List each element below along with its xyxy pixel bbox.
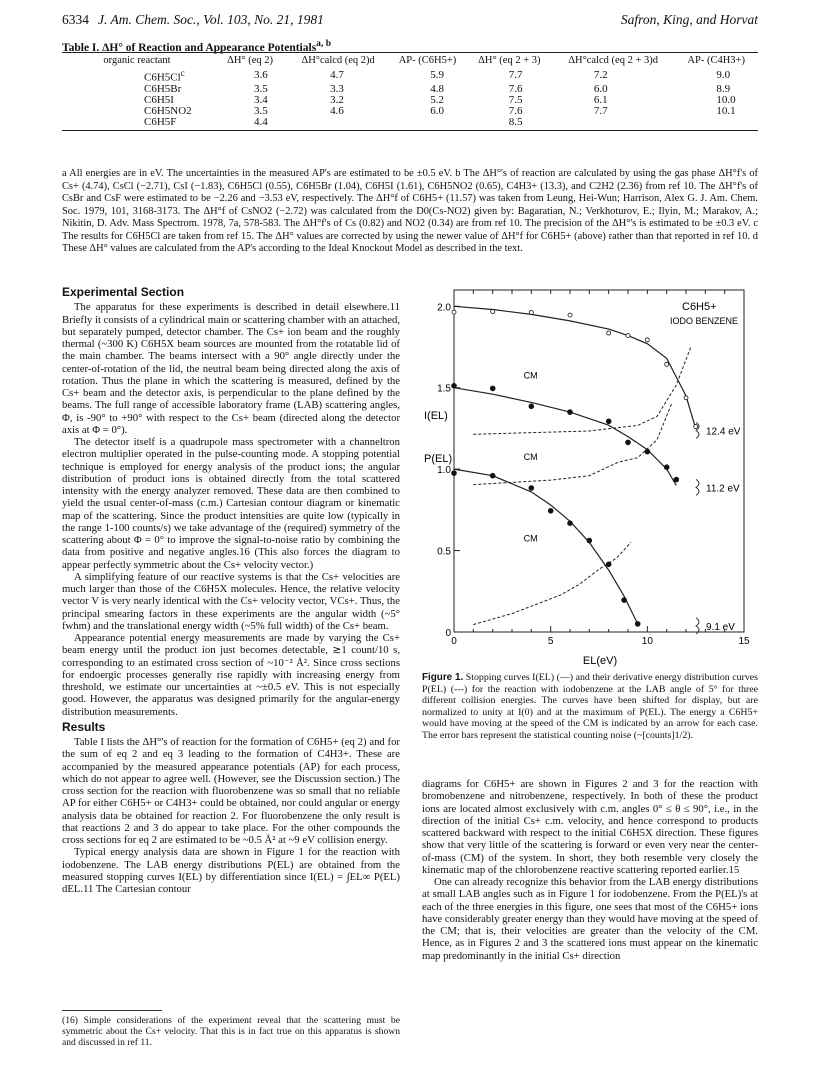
- data-point: [452, 471, 457, 476]
- page-number: 6334: [62, 12, 89, 27]
- value-cell: 7.6: [508, 105, 523, 118]
- y-axis: [437, 302, 460, 639]
- data-point: [452, 310, 456, 314]
- value-cell: 7.7: [593, 105, 608, 118]
- data-point: [674, 477, 679, 482]
- paragraph: Typical energy analysis data are shown in Figure 1 for the reaction with iodobenzene. The LAB energy distributions P(EL) are obtained from the measured stopping curves I(EL) by differentiation since I(EL) = ∫EL∞ P(EL) dEL.11 The Cartesian contour: [62, 846, 400, 895]
- reactant-cell: C6H5F: [144, 116, 177, 129]
- table-body: [62, 68, 758, 129]
- left-column: [62, 286, 400, 895]
- data-point: [606, 562, 611, 567]
- stopping-curve: [454, 306, 696, 428]
- figure-caption: [422, 672, 758, 742]
- reactant-footnote-mark: c: [180, 68, 185, 78]
- value-cell: 5.9: [430, 69, 444, 82]
- results-table: [62, 52, 758, 131]
- data-point: [664, 465, 669, 470]
- value-cell: 3.2: [330, 94, 344, 107]
- data-point: [606, 419, 611, 424]
- cm-markers: [524, 371, 538, 544]
- data-point: [529, 404, 534, 409]
- reactant-cell: C6H5Br: [144, 82, 182, 95]
- energy-labels: [696, 422, 741, 633]
- data-point: [645, 449, 650, 454]
- stopping-curves: [454, 306, 696, 624]
- data-point: [645, 338, 649, 342]
- table-header-row: [62, 53, 758, 68]
- data-point: [568, 410, 573, 415]
- data-point: [452, 383, 457, 388]
- value-cell: [388, 117, 467, 128]
- data-point: [694, 425, 698, 429]
- table-header-cell: ΔH° (eq 2): [227, 55, 274, 66]
- value-cell: 3.4: [254, 94, 268, 107]
- reactant-cell: C6H5Cl$^c$: [144, 68, 185, 84]
- reactant-cell: C6H5I: [144, 94, 174, 107]
- cm-label: CM: [523, 452, 538, 463]
- value-cell: 10.1: [716, 105, 736, 118]
- value-cell: 7.5: [508, 94, 523, 107]
- energy-label: 12.4 eV: [706, 426, 741, 438]
- distribution-curves: [473, 347, 691, 625]
- value-cell: 6.0: [593, 82, 608, 95]
- section-heading-results: Results: [62, 719, 106, 734]
- section-heading-experimental: Experimental Section: [62, 285, 185, 299]
- data-point: [587, 538, 592, 543]
- data-point: [626, 334, 630, 338]
- value-cell: 6.1: [593, 94, 608, 107]
- distribution-curve: [473, 542, 631, 624]
- table-header-cell: ΔH° (eq 2 + 3): [478, 55, 541, 66]
- data-point: [622, 598, 627, 603]
- value-cell: 4.7: [330, 69, 344, 82]
- table-header-cell: ΔH°calcd (eq 2)d: [301, 55, 375, 66]
- paragraph: The detector itself is a quadrupole mass spectrometer with a channeltron electron multiplier operated in the pulse-counting mode. A stopping potential technique is employed for energy analysis of the product ions; the angular distribution of product ions is obtained directly from the total scattered intensity with the energy analyzer removed. These data are then combined to yield the usual center-of-mass (c.m.) Cartesian contour diagram or kinematic map of the scattering. Since the product intensities are quite low (typically in the range 1-100 counts/s) we take advantage of the (required) symmetry of the scattering about Φ = 0° to improve the signal-to-noise ratio by combining the data from positive and negative angles.16 (This also forces the diagram to appear perfectly symmetric about the Cs+ velocity vector.): [62, 436, 400, 571]
- data-point: [529, 486, 534, 491]
- value-cell: [674, 117, 758, 128]
- y-tick-label: 0.5: [437, 546, 451, 558]
- value-cell: 8.9: [716, 82, 731, 95]
- ylabel-p: P(EL): [424, 453, 453, 465]
- x-tick-label: 15: [738, 636, 750, 647]
- value-cell: 3.5: [254, 105, 268, 118]
- data-point: [684, 396, 688, 400]
- data-point: [529, 311, 533, 315]
- journal-citation: J. Am. Chem. Soc., Vol. 103, No. 21, 1981: [98, 12, 324, 27]
- value-cell: 5.2: [430, 94, 444, 107]
- running-header: [62, 12, 758, 32]
- paragraph: One can already recognize this behavior from the LAB energy distributions at small LAB angles such as in Figure 1 for iodobenzene. From the P(EL)'s at each of the three energies in this figure, one sees that most of the C6H5+ ions have considerably greater energy than they would have moving at the speed of the CM; that is, their velocities are greater than the velocity of the CM. Hence, as in Figures 2 and 3 the scattered ions must appear on the kinematic map predominantly in the initial Cs+ direction: [422, 876, 758, 962]
- data-point: [568, 521, 573, 526]
- value-cell: 8.5: [508, 116, 523, 129]
- energy-label: 11.2 eV: [706, 483, 740, 495]
- data-point: [635, 622, 640, 627]
- paragraph: A simplifying feature of our reactive systems is that the Cs+ velocities are much larger than those of the C6H5X molecules. Hence, the relative velocity vector V is very nearly identical with the Cs+ velocity vector, VCs+. Thus, the principal smearing factors in these experiments are the angular width (~5° fwhm) and the translational energy width (~5% full width) of the Cs+ beam.: [62, 570, 400, 632]
- table-header-cell: AP- (C6H5+): [398, 55, 457, 66]
- x-axis: [451, 290, 750, 647]
- data-points: [452, 310, 698, 627]
- table-footnotes: a All energies are in eV. The uncertainties in the measured AP's are estimated to be ±0.5 eV. b The ΔH°'s of reaction are calculated by using the gas phase ΔH°f's of Cs+ (4.74), CsCl (−2.71), CsI (−1.83), C6H5Cl (0.55), C6H5Br (1.04), C6H5I (1.61), C6H5NO2 (0.65), C4H3+ (13.3), and C2H2 (2.36) from ref 10. The ΔH°f's of CsBr and CsF were estimated to be −2.26 and −3.53 eV, respectively. The ΔH°f of C6H5+ (11.57) was taken from Leung, Hei-Wun; Harrison, Alex G. J. Am. Chem. Soc. 1979, 101, 3168-3173. The ΔH°f of CsNO2 (−2.72) was calculated from the D0(Cs-NO2) given by: Bagaratian, N.; Verkhoturov, E.; Ilyin, M.; Marakov, A.; Nikitin, D. Adv. Mass Spectrom. 1978, 7a, 578-583. The ΔH°f's of Cs (0.82) and NO2 (0.34) are from ref 10. The precision of the ΔH°'s is estimated to be ±0.3 eV. c The results for C6H5Cl are taken from ref 15. The ΔH° values are corrected by using the newer value of ΔH°f for C6H5+ (above) rather than that reported in ref 10. d These ΔH° values are calculated from the AP's according to the Ideal Knockout Model as described in the text.: [62, 168, 758, 254]
- y-tick-label: 0: [445, 628, 451, 639]
- data-point: [568, 313, 572, 317]
- table-header-cell: organic reactant: [103, 55, 171, 66]
- cm-label: CM: [523, 370, 538, 381]
- right-column: [422, 778, 758, 962]
- value-cell: 9.0: [716, 69, 731, 82]
- energy-arrow: [696, 479, 699, 495]
- data-point: [490, 386, 495, 391]
- value-cell: 10.0: [716, 94, 736, 107]
- table-grid: [62, 53, 758, 129]
- table-caption: Table I. ΔH° of Reaction and Appearance Potentials$^{a, b}$: [62, 38, 332, 54]
- data-point: [665, 362, 669, 366]
- data-point: [491, 310, 495, 314]
- data-point: [626, 440, 631, 445]
- distribution-curve: [473, 404, 671, 485]
- y-tick-label: 1.0: [437, 465, 451, 477]
- cm-label: CM: [523, 533, 538, 544]
- value-cell: 3.6: [254, 69, 268, 82]
- figure-caption-text: Stopping curves I(EL) (—) and their derivative energy distribution curves P(EL) (---) for the reaction with iodobenzene at the LAB angle of 5° for three different collision energies. The curves have been shifted for display, but are normalized to unity at I(0) and at the maximum of P(EL). The energy a C6H5+ would have moving at the speed of the CM is indicated by an arrow for each case. The error bars represent the statistical counting noise (~[counts]1/2).: [422, 672, 758, 741]
- value-cell: 3.5: [254, 82, 268, 95]
- figure-caption-label: Figure 1.: [422, 672, 464, 683]
- value-cell: 7.7: [508, 69, 523, 82]
- x-axis-label: EL(eV): [582, 655, 618, 667]
- table-row: [62, 68, 758, 84]
- reactant-cell: C6H5NO2: [144, 105, 192, 118]
- value-cell: 4.8: [430, 82, 444, 95]
- paragraph: The apparatus for these experiments is described in detail elsewhere.11 Briefly it consists of a cylindrical main or scattering chamber with an attached, but separately pumped, detector chamber. The Cs+ ion beam and the roughly thermal (~300 K) C6H5X beam sources are mounted from the rotatable lid of the main chamber. The beams intersect with a 90° angle directly under the center-of-rotation of the lid, the neutral beam being directed along the axis of rotation. Thus the plane in which the scattering is measured, defined by the Cs+ beam and the detector axis, is perpendicular to the plane defined by the beams. The full range of accessible laboratory frame (LAB) scattering angles, Φ, is -90° to +90° with respect to the Cs+ beam (directed along the detector axis at Φ = 0°).: [62, 301, 400, 436]
- value-cell: 4.4: [254, 116, 268, 129]
- paragraph: diagrams for C6H5+ are shown in Figures 2 and 3 for the reaction with bromobenzene and nitrobenzene, respectively. In both of these the product ions are located almost exclusively with c.m. angles 0° ≤ θ ≤ 90°, i.e., in the direction of the initial Cs+ c.m. velocity, and hence correspond to products scattered backward with respect to the initial C6H5X direction. These figures show that very little of the scattering is forward or even very near the center-of-mass (CM) of the system. In short, they both resemble very closely the kinematic map of the chlorobenzene reactive scattering reported earlier.15: [422, 778, 758, 876]
- data-point: [548, 508, 553, 513]
- x-tick-label: 10: [641, 636, 653, 647]
- legend-species: C6H5+: [682, 301, 717, 313]
- table-header-cell: ΔH°calcd (eq 2 + 3)d: [568, 55, 658, 66]
- energy-arrow: [696, 618, 699, 634]
- distribution-curve: [473, 347, 691, 434]
- value-cell: 6.0: [430, 105, 444, 118]
- table-bottom-rule: [62, 130, 758, 131]
- y-tick-label: 2.0: [437, 302, 451, 314]
- value-cell: 3.3: [330, 82, 344, 95]
- stopping-curve: [454, 388, 676, 486]
- data-point: [490, 473, 495, 478]
- value-cell: [552, 117, 675, 128]
- ylabel-i: I(EL): [424, 410, 448, 422]
- x-tick-label: 0: [451, 636, 457, 647]
- value-cell: [288, 117, 388, 128]
- value-cell: 4.6: [330, 105, 344, 118]
- plot-frame: [454, 290, 744, 632]
- footnote-16: (16) Simple considerations of the experiment reveal that the scattering must be symmetric about the Cs+ velocity. That this is in fact true on this apparatus is shown and discussed in ref 11.: [62, 1015, 400, 1048]
- value-cell: 7.2: [593, 69, 608, 82]
- y-tick-label: 1.5: [437, 383, 451, 395]
- footnote-rule: [62, 1010, 162, 1011]
- table-row: [62, 117, 758, 128]
- paragraph: Appearance potential energy measurements are made by varying the Cs+ beam energy until the product ion just becomes detectable, ≳1 count/10 s, corresponding to an estimated cross section of ~10⁻² Å². Since cross sections for endoergic processes generally rise rapidly with increasing energy from threshold, we estimate our uncertainties at ~±0.5 eV. This is not especially good. However, the apparatus was designed primarily for the angular-energy distribution measurements.: [62, 632, 400, 718]
- table-header-cell: AP- (C4H3+): [687, 55, 745, 66]
- value-cell: 7.6: [508, 82, 523, 95]
- figure-1-plot: [422, 284, 758, 670]
- author-line: Safron, King, and Horvat: [620, 12, 758, 27]
- data-point: [607, 331, 611, 335]
- paragraph: Table I lists the ΔH°'s of reaction for the formation of C6H5+ (eq 2) and for the sum of eq 2 and eq 3 leading to the formation of C4H3+. These are accompanied by the measured appearance potentials (AP) for each process, which do not appear to agree well. (However, see the Discussion section.) The cross section for the reaction with fluorobenzene was so small that no reliable AP for either C6H5+ or C4H3+ could be obtained, nor could angular or energy analysis data be obtained for reaction 2. For fluorobenzene the only result is that reactions 2 and 3 do appear to take place. For the other compounds the cross sections for eq 2 are estimated to be ~0.5 Å² at ~9 eV collision energy.: [62, 736, 400, 846]
- legend-name: IODO BENZENE: [670, 316, 739, 326]
- figure-1: [422, 284, 758, 670]
- energy-label: 9.1 eV: [706, 621, 735, 633]
- x-tick-label: 5: [547, 636, 554, 647]
